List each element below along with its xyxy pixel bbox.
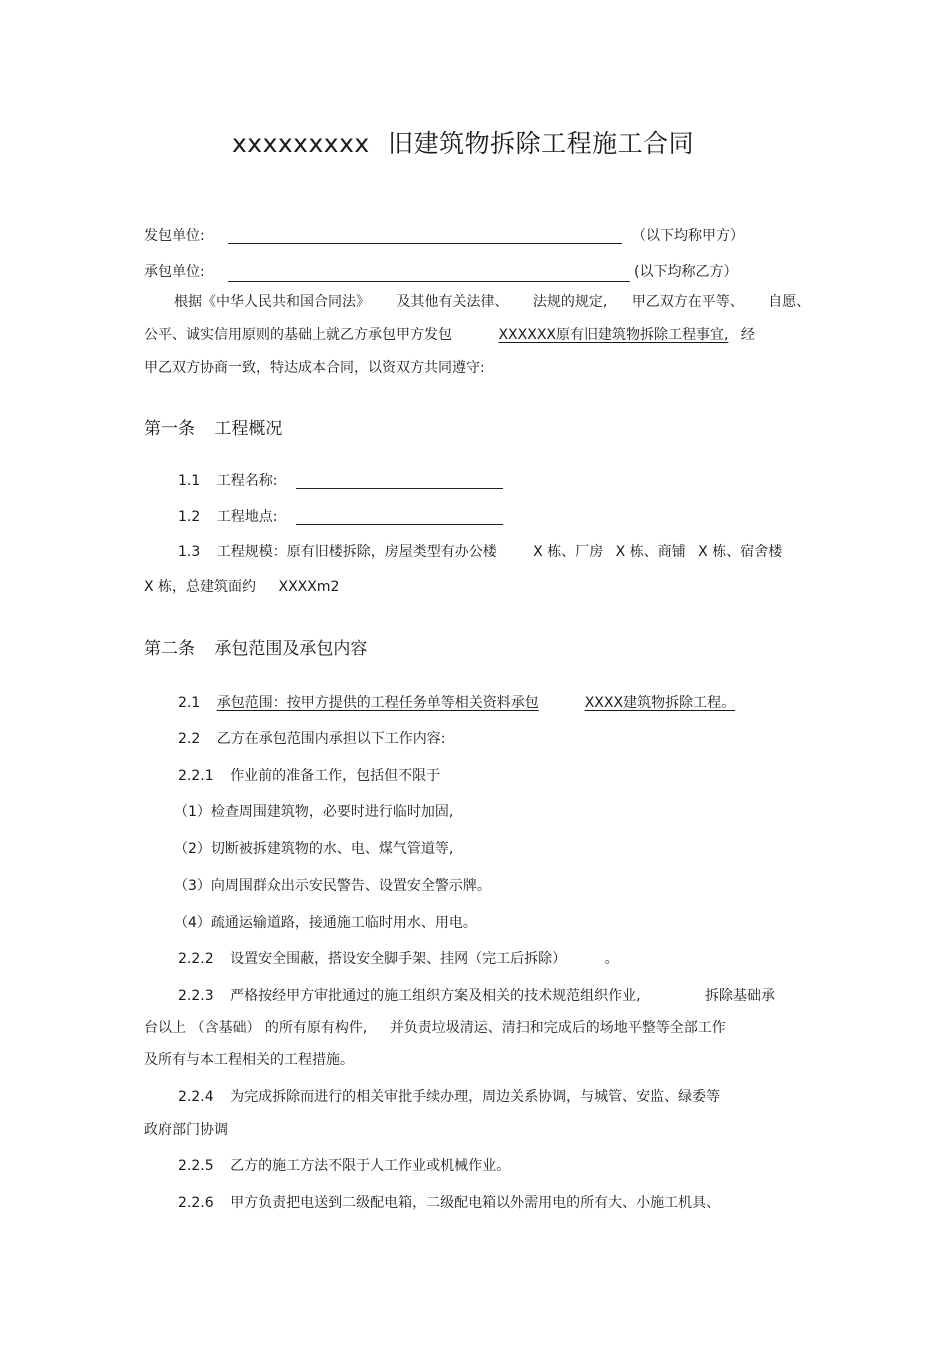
item-2-2-3-line-3: 及所有与本工程相关的工程措施。 <box>144 1052 354 1068</box>
item-2-2-3 <box>178 986 775 1006</box>
item-1-1 <box>178 471 277 491</box>
sub-item-4: （4）疏通运输道路，接通施工临时用水、用电。 <box>174 915 477 931</box>
item-2-2-3-line-2 <box>144 1018 726 1038</box>
preamble-text: 及其他有关法律、 <box>396 294 509 310</box>
item-text: 。 <box>604 951 619 967</box>
preamble-line-1 <box>174 292 810 312</box>
employer-note: （以下均称甲方） <box>632 228 744 244</box>
document-title <box>232 124 694 160</box>
item-text: 严格按经甲方审批通过的施工组织方案及相关的技术规范组织作业, <box>230 988 641 1004</box>
preamble-line-2 <box>144 325 755 345</box>
item-text: X 栋、厂房 <box>533 544 604 560</box>
item-number: 2.2.2 <box>178 951 214 967</box>
preamble-text: 经 <box>740 327 755 343</box>
item-2-2-4 <box>178 1087 720 1107</box>
item-2-1 <box>178 693 735 713</box>
item-text: 乙方的施工方法不限于人工作业或机械作业。 <box>230 1158 511 1174</box>
item-text: X 栋、商铺 <box>615 544 686 560</box>
preamble-text: 自愿、 <box>768 294 811 310</box>
item-text: 设置安全围蔽，搭设安全脚手架、挂网（完工后拆除） <box>230 951 567 967</box>
employer-blank-line <box>228 243 622 244</box>
sub-item-1: （1）检查周围建筑物，必要时进行临时加固, <box>174 804 454 820</box>
article-1-heading <box>144 417 282 441</box>
title-prefix: xxxxxxxxx <box>232 129 370 158</box>
article-title: 承包范围及承包内容 <box>214 639 368 659</box>
article-title: 工程概况 <box>214 419 283 439</box>
article-number: 第一条 <box>144 419 195 439</box>
sub-item-2: （2）切断被拆建筑物的水、电、煤气管道等, <box>174 841 454 857</box>
item-2-2-4-line-2: 政府部门协调 <box>144 1122 228 1138</box>
item-text: X 栋、宿舍楼 <box>698 544 783 560</box>
item-1-3 <box>178 542 782 562</box>
item-text: 甲方负责把电送到二级配电箱，二级配电箱以外需用电的所有大、小施工机具、 <box>230 1195 721 1211</box>
item-number: 2.2 <box>178 731 201 747</box>
item-1-2 <box>178 507 277 527</box>
item-2-2-1 <box>178 766 440 786</box>
item-text: 工程规模：原有旧楼拆除，房屋类型有办公楼 <box>216 544 497 560</box>
item-text-underlined: 承包范围：按甲方提供的工程任务单等相关资料承包 <box>216 695 539 711</box>
item-text: 作业前的准备工作，包括但不限于 <box>230 768 441 784</box>
employer-label: 发包单位: <box>144 228 205 244</box>
item-number: 2.2.4 <box>178 1089 214 1105</box>
item-2-2-6 <box>178 1193 720 1213</box>
item-2-2-5 <box>178 1156 510 1176</box>
item-label: 工程名称: <box>216 473 278 489</box>
preamble-text: 甲乙双方在平等、 <box>631 294 744 310</box>
preamble-text: 法规的规定, <box>532 294 608 310</box>
preamble-text: 根据《中华人民共和国合同法》 <box>174 294 370 310</box>
item-text: 为完成拆除而进行的相关审批手续办理，周边关系协调，与城管、安监、绿委等 <box>230 1089 721 1105</box>
item-text: 台以上 （含基础） 的所有原有构件, <box>144 1020 368 1036</box>
item-number: 2.2.6 <box>178 1195 214 1211</box>
item-text: 拆除基础承 <box>704 988 775 1004</box>
sub-item-3: （3）向周围群众出示安民警告、设置安全警示牌。 <box>174 878 491 894</box>
title-main: 旧建筑物拆除工程施工合同 <box>388 129 695 158</box>
item-text: 并负责垃圾清运、清扫和完成后的场地平整等全部工作 <box>389 1020 726 1036</box>
item-number: 1.2 <box>178 509 201 525</box>
item-number: 2.2.3 <box>178 988 214 1004</box>
contractor-blank-line <box>228 281 630 282</box>
project-location-blank-line <box>296 524 503 525</box>
article-2-heading <box>144 637 367 661</box>
contractor-note: (以下均称乙方） <box>634 264 738 280</box>
item-number: 1.3 <box>178 544 201 560</box>
preamble-line-3: 甲乙双方协商一致，特达成本合同，以资双方共同遵守: <box>144 360 485 376</box>
item-number: 1.1 <box>178 473 201 489</box>
contractor-label: 承包单位: <box>144 264 205 280</box>
item-2-2 <box>178 729 445 749</box>
item-text-underlined: XXXX建筑物拆除工程。 <box>584 695 736 711</box>
item-number: 2.2.1 <box>178 768 214 784</box>
item-number: 2.1 <box>178 695 201 711</box>
project-name-underlined: XXXXXX原有旧建筑物拆除工程事宜, <box>498 327 729 343</box>
item-2-2-2 <box>178 949 619 969</box>
item-text: XXXXm2 <box>278 579 340 595</box>
preamble-text: 公平、诚实信用原则的基础上就乙方承包甲方发包 <box>144 327 452 343</box>
article-number: 第二条 <box>144 639 195 659</box>
item-text: X 栋，总建筑面约 <box>144 579 257 595</box>
item-text-underlined <box>539 693 585 713</box>
item-text: 乙方在承包范围内承担以下工作内容: <box>216 731 446 747</box>
item-1-3-line-2 <box>144 577 339 597</box>
project-name-blank-line <box>296 488 503 489</box>
item-number: 2.2.5 <box>178 1158 214 1174</box>
item-label: 工程地点: <box>216 509 278 525</box>
